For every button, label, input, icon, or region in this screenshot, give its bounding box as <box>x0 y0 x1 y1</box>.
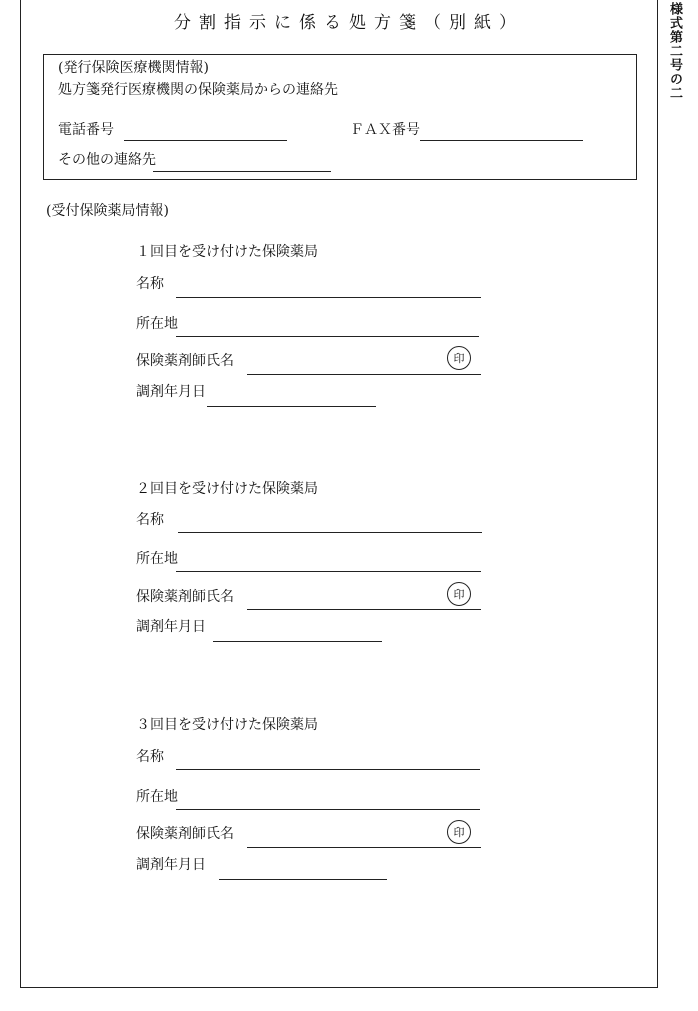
pharmacist-name-field[interactable] <box>247 847 481 848</box>
fax-field[interactable] <box>420 140 583 141</box>
issuer-contact-heading: 処方箋発行医療機関の保険薬局からの連絡先 <box>58 82 338 98</box>
pharmacist-name-field[interactable] <box>247 609 481 610</box>
page-title: 分割指示に係る処方箋（別紙） <box>174 13 524 33</box>
pharmacy-address-field[interactable] <box>176 809 480 810</box>
pharmacy-heading: ３回目を受け付けた保険薬局 <box>136 717 318 733</box>
dispense-date-label: 調剤年月日 <box>136 384 206 400</box>
pharmacy-name-field[interactable] <box>176 297 481 298</box>
phone-label: 電話番号 <box>58 122 114 138</box>
receiving-section-label: (受付保険薬局情報) <box>46 203 169 219</box>
seal-mark: 印 <box>447 582 471 606</box>
seal-mark: 印 <box>447 346 471 370</box>
pharmacy-name-label: 名称 <box>136 276 164 292</box>
pharmacy-name-label: 名称 <box>136 512 164 528</box>
dispense-date-field[interactable] <box>213 641 382 642</box>
pharmacy-address-field[interactable] <box>176 336 479 337</box>
pharmacy-address-label: 所在地 <box>136 316 178 332</box>
pharmacist-name-label: 保険薬剤師氏名 <box>136 589 234 605</box>
phone-field[interactable] <box>124 140 287 141</box>
dispense-date-label: 調剤年月日 <box>136 857 206 873</box>
fax-label: ＦＡＸ番号 <box>350 122 420 138</box>
pharmacy-address-label: 所在地 <box>136 551 178 567</box>
pharmacist-name-label: 保険薬剤師氏名 <box>136 353 234 369</box>
dispense-date-field[interactable] <box>207 406 376 407</box>
other-contact-field[interactable] <box>153 171 331 172</box>
form-number-label: 様式第二号の二 <box>667 2 682 100</box>
dispense-date-field[interactable] <box>219 879 387 880</box>
pharmacist-name-field[interactable] <box>247 374 481 375</box>
issuer-section-label: (発行保険医療機関情報) <box>58 60 209 76</box>
pharmacy-name-field[interactable] <box>178 532 482 533</box>
pharmacy-heading: ２回目を受け付けた保険薬局 <box>136 481 318 497</box>
seal-mark: 印 <box>447 820 471 844</box>
pharmacist-name-label: 保険薬剤師氏名 <box>136 826 234 842</box>
pharmacy-address-label: 所在地 <box>136 789 178 805</box>
pharmacy-name-field[interactable] <box>176 769 480 770</box>
pharmacy-name-label: 名称 <box>136 749 164 765</box>
pharmacy-address-field[interactable] <box>176 571 481 572</box>
dispense-date-label: 調剤年月日 <box>136 619 206 635</box>
pharmacy-heading: １回目を受け付けた保険薬局 <box>136 244 318 260</box>
issuer-info-box <box>43 54 637 180</box>
other-contact-label: その他の連絡先 <box>58 152 156 168</box>
